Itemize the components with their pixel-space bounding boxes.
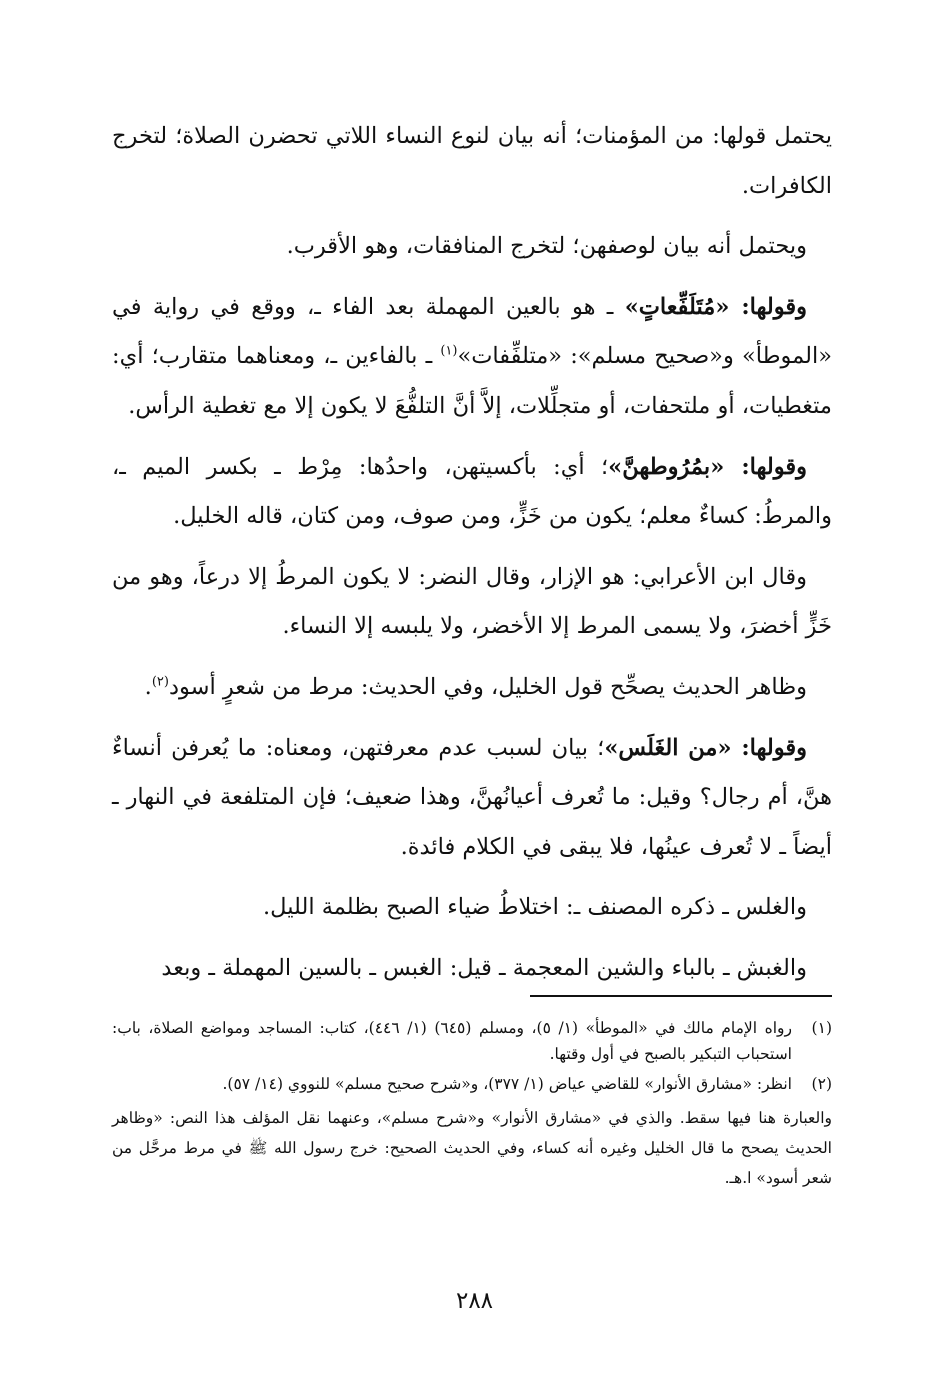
paragraph-text: . [144,673,152,700]
footnote-ref: (١) [440,343,458,359]
page-number: ٢٨٨ [455,1288,494,1314]
footnote-continuation: والعبارة هنا فيها سقط. والذي في «مشارق الأنوار» و«شرح مسلم»، وعنهما نقل المؤلف هذا النص: «وظاهر الحديث يصحح ما قال الخليل وغيره أنه كساء، وفي الحديث الصحيح: خرج رسول الله ﷺ في مرط مرحَّل من شعر أسود» ا.هـ. [112,1109,832,1187]
paragraph-text: ؛ أي: بأكسيتهن، واحدُها: مِرْط ـ بكسر الميم ـ، والمرطُ: كساءٌ معلم؛ يكون من خَزٍّ، ومن صوف، ومن كتان، قاله الخليل. [112,453,832,530]
paragraph: والغبش ـ بالباء والشين المعجمة ـ قيل: الغبس ـ بالسين المهملة ـ وبعد [161,954,807,981]
paragraph-text: وظاهر الحديث يصحِّح قول الخليل، وفي الحديث: مرط من شعرٍ أسود [168,673,807,700]
footnote-divider [530,995,832,997]
main-text [112,112,832,1005]
quoted-term: وقولها: «مُتَلَفِّعاتٍ» [624,293,807,320]
footnote [112,1071,832,1097]
footnote [112,1015,832,1067]
paragraph [112,724,832,873]
footnote-number: (٢) [811,1075,832,1093]
quoted-term: وقولها: «بمُرُوطهنَّ» [608,453,807,480]
paragraph [112,283,832,432]
footnote-text: رواه الإمام مالك في «الموطأ» (١/ ٥)، ومسلم (٦٤٥) (١/ ٤٤٦)، كتاب: المساجد ومواضع الصلاة، باب: استحباب التبكير بالصبح في أول وقتها. [112,1019,792,1063]
footnote-text: انظر: «مشارق الأنوار» للقاضي عياض (١/ ٣٧٧)، و«شرح صحيح مسلم» للنووي (١٤/ ٥٧). [222,1075,792,1093]
paragraph [112,663,832,713]
footnote-number: (١) [811,1019,832,1037]
paragraph-text: ـ بالفاءين ـ، ومعناهما متقارب؛ أي: متغطيات، أو ملتحفات، أو متجلِّلات، إلاَّ أنَّ التلفُّعَ لا يكون إلا مع تغطية الرأس. [112,343,832,419]
paragraph: ويحتمل أنه بيان لوصفهن؛ لتخرج المنافقات، وهو الأقرب. [286,233,807,260]
paragraph-text: ؛ بيان لسبب عدم معرفتهن، ومعناه: ما يُعرفن أنساءٌ هنَّ، أم رجال؟ وقيل: ما تُعرف أعيانُهنَّ، وهذا ضعيف؛ فإن المتلفعة في النهار ـ أيضاً ـ لا تُعرف عينُها، فلا يبقى في الكلام فائدة. [112,734,832,860]
paragraph [112,443,832,542]
footnotes [112,1015,832,1193]
footnote-ref: (٢) [151,674,169,690]
paragraph: يحتمل قولها: من المؤمنات؛ أنه بيان لنوع النساء اللاتي تحضرن الصلاة؛ لتخرج الكافرات. [112,123,832,199]
paragraph: والغلس ـ ذكره المصنف ـ: اختلاطُ ضياء الصبح بظلمة الليل. [263,894,807,921]
paragraph: وقال ابن الأعرابي: هو الإزار، وقال النضر: لا يكون المرطُ إلا درعاً، وهو من خَزٍّ أخضرَ، ولا يسمى المرط إلا الأخضر، ولا يلبسه إلا النساء. [112,563,832,640]
paragraph-text: ـ هو بالعين المهملة بعد الفاء ـ، ووقع في رواية في «الموطأ» و«صحيح مسلم»: «متلفِّفات» [112,293,832,370]
quoted-term: وقولها: «من الغَلَس» [604,734,807,761]
